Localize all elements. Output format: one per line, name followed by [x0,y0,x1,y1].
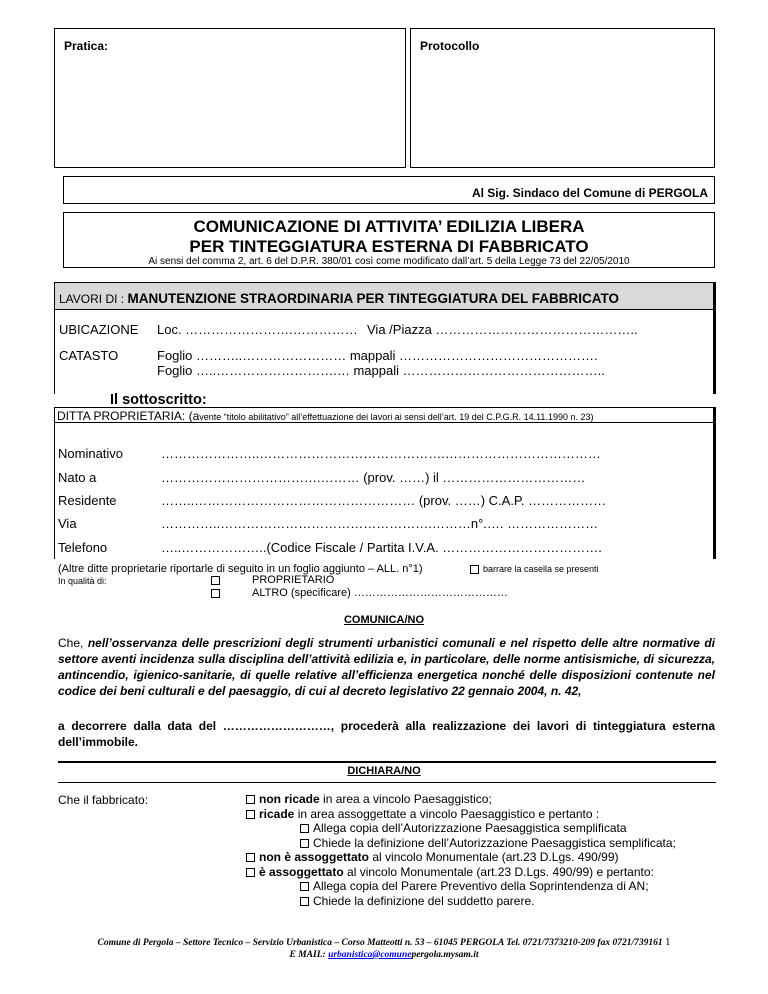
barrare-note: barrare la casella se presenti [470,564,599,574]
che-body: nell’osservanza delle prescrizioni degli strumenti urbanistici comunali e nel rispetto delle altre normative di settore aventi incidenza sulla disciplina dell’attività edilizia e, in particolare, delle norme antisismiche, di sicurezza, antincendio, igienico-sanitarie, di quelle relative all’efficienza energetica nonché delle disposizioni contenute nel codice dei beni culturali e del paesaggio, di cui al decreto legislativo 22 gennaio 2004, n. 42, [58,636,715,698]
non-assoggettato-checkbox[interactable] [246,853,255,862]
option-assoggettato-b: Chiede la definizione del suddetto parere. [246,894,676,909]
chiede-autorizzazione-checkbox[interactable] [300,839,309,848]
dichiara-bottom-rule [58,782,716,783]
option-non-ricade: non ricade in area a vincolo Paesaggistico; [246,792,676,807]
field-value-via[interactable]: …………..………………………………………….………n°.…. ………………… [161,516,599,531]
footer [0,936,768,961]
decorrere-paragraph: a decorrere dalla data del ………………………, procederà alla realizzazione dei lavori di tinteggiatura esterna dell’immobile. [58,719,715,749]
footer-email: E MAIL: urbanistica@comunepergola.mysam.it [289,950,479,960]
title-subtitle: Ai sensi del comma 2, art. 6 del D.P.R. 380/01 così come modificato dall’art. 5 della Legge 73 del 22/05/2010 [148,256,630,267]
qualita-opt2: ALTRO (specificare) …………………………………… [211,587,508,599]
title-box [63,212,715,268]
ricade-checkbox[interactable] [246,810,255,819]
pratica-box [54,28,406,168]
footer-address: Comune di Pergola – Settore Tecnico – Servizio Urbanistica – Corso Matteotti n. 53 – 61045 PERGOLA Tel. 0721/7373210-209 fax 0721/739161 1 [97,936,671,948]
lavori-prefix: LAVORI DI : [59,292,128,306]
field-label-nominativo: Nominativo [58,446,124,461]
page-number: 1 [664,936,671,948]
ubicazione-via[interactable]: Via /Piazza ……………………………………….. [367,322,638,337]
option-ricade: ricade in area assoggettate a vincolo Paesaggistico e pertanto : [246,807,676,822]
comunica-heading: COMUNICA/NO [343,614,425,626]
che-paragraph [58,635,715,699]
field-value-nato[interactable]: ……………………………….……… (prov. ……) il …………………………… [161,470,586,485]
field-label-residente: Residente [58,493,117,508]
dichiara-top-rule [58,761,716,763]
addressee: Al Sig. Sindaco del Comune di PERGOLA [471,186,708,200]
option-ricade-a: Allega copia dell’Autorizzazione Paesaggistica semplificata [246,821,676,836]
option-ricade-b: Chiede la definizione dell’Autorizzazione Paesaggistica semplificata; [246,836,676,851]
catasto-label: CATASTO [59,348,119,363]
che-prefix: Che, [58,636,88,650]
field-label-nato: Nato a [58,470,97,485]
catasto-foglio2[interactable]: Foglio …..……………………….… mappali ……………………………………….. [157,363,605,378]
ubicazione-loc[interactable]: Loc. …………………….…………… [157,322,358,337]
lavori-text: MANUTENZIONE STRAORDINARIA PER TINTEGGIATURA DEL FABBRICATO [127,291,619,306]
fabbricato-options [246,792,676,908]
field-label-telefono: Telefono [58,540,108,555]
allega-autorizzazione-checkbox[interactable] [300,824,309,833]
sottoscritto-heading: Il sottoscritto: [110,392,207,408]
altro-checkbox[interactable] [211,589,220,598]
field-label-via: Via [58,516,77,531]
fabbricato-label: Che il fabbricato: [58,793,149,807]
proprietario-checkbox[interactable] [211,576,220,585]
title-line1: COMUNICAZIONE DI ATTIVITA’ EDILIZIA LIBERA [193,217,585,236]
lavori-bar [54,282,716,310]
allega-parere-checkbox[interactable] [300,882,309,891]
barrare-checkbox[interactable] [470,565,479,574]
title-line2: PER TINTEGGIATURA ESTERNA DI FABBRICATO [189,237,589,256]
addressee-box [63,176,715,204]
ditta-note: vente “titolo abilitativo” all’effettuazione dei lavori ai sensi dell’art. 19 del C.P.G.R. 14.11.1990 n. 23) [199,412,594,422]
protocollo-box [410,28,715,168]
ditta-label: DITTA PROPRIETARIA: (a [57,409,200,423]
email-link[interactable]: urbanistica@comune [328,950,412,960]
assoggettato-checkbox[interactable] [246,868,255,877]
field-value-residente[interactable]: ……..…………………………………………… (prov. ……) C.A.P. ……………… [161,493,607,508]
catasto-foglio1[interactable]: Foglio ………..…………………… mappali ………………………………………. [157,348,598,363]
qualita-label: In qualità di: [58,576,107,586]
ubicazione-label: UBICAZIONE [59,322,139,337]
pratica-label: Pratica: [64,39,109,53]
chiede-parere-checkbox[interactable] [300,897,309,906]
option-assoggettato: è assoggettato al vincolo Monumentale (art.23 D.Lgs. 490/99) e pertanto: [246,865,676,880]
protocollo-label: Protocollo [420,39,480,53]
option-assoggettato-a: Allega copia del Parere Preventivo della Soprintendenza di AN; [246,879,676,894]
field-value-telefono[interactable]: …..………………..(Codice Fiscale / Partita I.V.A. ………………………………. [161,540,602,555]
dichiara-heading: DICHIARA/NO [347,765,421,777]
altre-ditte-note: (Altre ditte proprietarie riportarle di seguito in un foglio aggiunto – ALL. n°1) [58,563,423,575]
option-non-assoggettato: non è assoggettato al vincolo Monumentale (art.23 D.Lgs. 490/99) [246,850,676,865]
non-ricade-checkbox[interactable] [246,795,255,804]
location-section [54,310,716,394]
field-value-nominativo[interactable]: …………………..…………………………………….……………………………… [161,446,601,461]
qualita-opt1: PROPRIETARIO [211,574,334,586]
